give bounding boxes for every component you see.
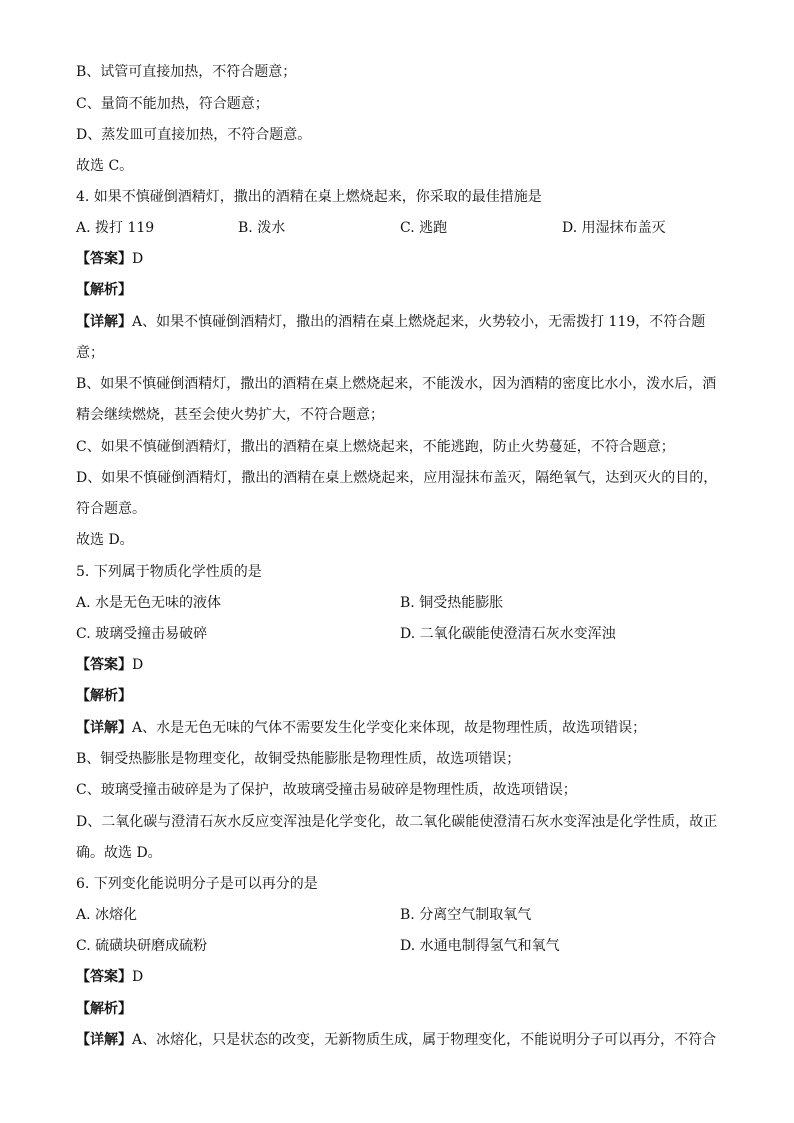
detail-text: A、水是无色无味的气体不需要发生化学变化来体现，故是物理性质，故选项错误； [132,720,647,736]
q4-detail-d-cont: 符合题意。 [76,501,146,517]
q5-detail-d-cont: 确。故选 D。 [76,845,162,861]
q6-analysis-tag: 【解析】 [76,1001,132,1017]
answer-value: D [132,657,144,673]
q4-detail-a [76,312,705,332]
q3-option-d-explanation: D、蒸发皿可直接加热，不符合题意。 [76,127,312,143]
q4-analysis-tag: 【解析】 [76,282,132,298]
q5-option-a: A. 水是无色无味的液体 [76,595,222,611]
detail-tag: 【详解】 [76,720,132,736]
q5-stem: 5. 下列属于物质化学性质的是 [76,564,262,580]
q4-detail-a-cont: 意； [76,345,104,361]
answer-tag: 【答案】 [76,251,132,267]
detail-text: A、如果不慎碰倒酒精灯，撒出的酒精在桌上燃烧起来，火势较小，无需拨打 119，不符合题 [132,314,706,330]
answer-tag: 【答案】 [76,657,132,673]
q3-option-b-explanation: B、试管可直接加热，不符合题意； [76,64,297,80]
q5-answer [76,655,143,675]
q6-answer [76,967,143,987]
q4-stem: 4. 如果不慎碰倒酒精灯，撒出的酒精在桌上燃烧起来，你采取的最佳措施是 [76,189,542,205]
q5-option-d: D. 二氧化碳能使澄清石灰水变浑浊 [400,626,616,642]
q3-option-c-explanation: C、量筒不能加热，符合题意； [76,96,269,112]
q4-detail-b: B、如果不慎碰倒酒精灯，撒出的酒精在桌上燃烧起来，不能泼水，因为酒精的密度比水小，泼水后，酒 [76,376,717,392]
q4-conclusion: 故选 D。 [76,532,134,548]
q6-option-d: D. 水通电制得氢气和氧气 [400,938,560,954]
q4-option-d: D. 用湿抹布盖灭 [562,220,666,236]
q4-option-c: C. 逃跑 [400,220,448,236]
q5-analysis-tag: 【解析】 [76,688,132,704]
q6-option-b: B. 分离空气制取氧气 [400,907,532,923]
q4-answer [76,249,143,269]
q4-detail-d: D、如果不慎碰倒酒精灯，撒出的酒精在桌上燃烧起来，应用湿抹布盖灭，隔绝氧气，达到灭火的目的， [76,470,718,486]
answer-value: D [132,251,144,267]
q6-detail-a [76,1030,716,1050]
q6-option-c: C. 硫磺块研磨成硫粉 [76,938,208,954]
q5-detail-d: D、二氧化碳与澄清石灰水反应变浑浊是化学变化，故二氧化碳能使澄清石灰水变浑浊是化学性质，故正 [76,814,718,830]
detail-text: A、冰熔化，只是状态的改变，无新物质生成，属于物理变化，不能说明分子可以再分，不符合 [132,1032,717,1048]
q5-option-c: C. 玻璃受撞击易破碎 [76,626,208,642]
q4-option-b: B. 泼水 [238,220,286,236]
q5-option-b: B. 铜受热能膨胀 [400,595,504,611]
detail-tag: 【详解】 [76,314,132,330]
q4-detail-b-cont: 精会继续燃烧，甚至会使火势扩大，不符合题意； [76,407,384,423]
q4-option-a: A. 拨打 119 [76,220,155,236]
q6-stem: 6. 下列变化能说明分子是可以再分的是 [76,876,318,892]
q5-detail-c: C、玻璃受撞击破碎是为了保护，故玻璃受撞击易破碎是物理性质，故选项错误； [76,782,577,798]
detail-tag: 【详解】 [76,1032,132,1048]
q5-detail-b: B、铜受热膨胀是物理变化，故铜受热能膨胀是物理性质，故选项错误； [76,751,521,767]
q3-conclusion: 故选 C。 [76,158,134,174]
answer-value: D [132,969,144,985]
q5-detail-a [76,718,646,738]
answer-tag: 【答案】 [76,969,132,985]
q4-detail-c: C、如果不慎碰倒酒精灯，撒出的酒精在桌上燃烧起来，不能逃跑，防止火势蔓延，不符合题意； [76,439,675,455]
q6-option-a: A. 冰熔化 [76,907,138,923]
